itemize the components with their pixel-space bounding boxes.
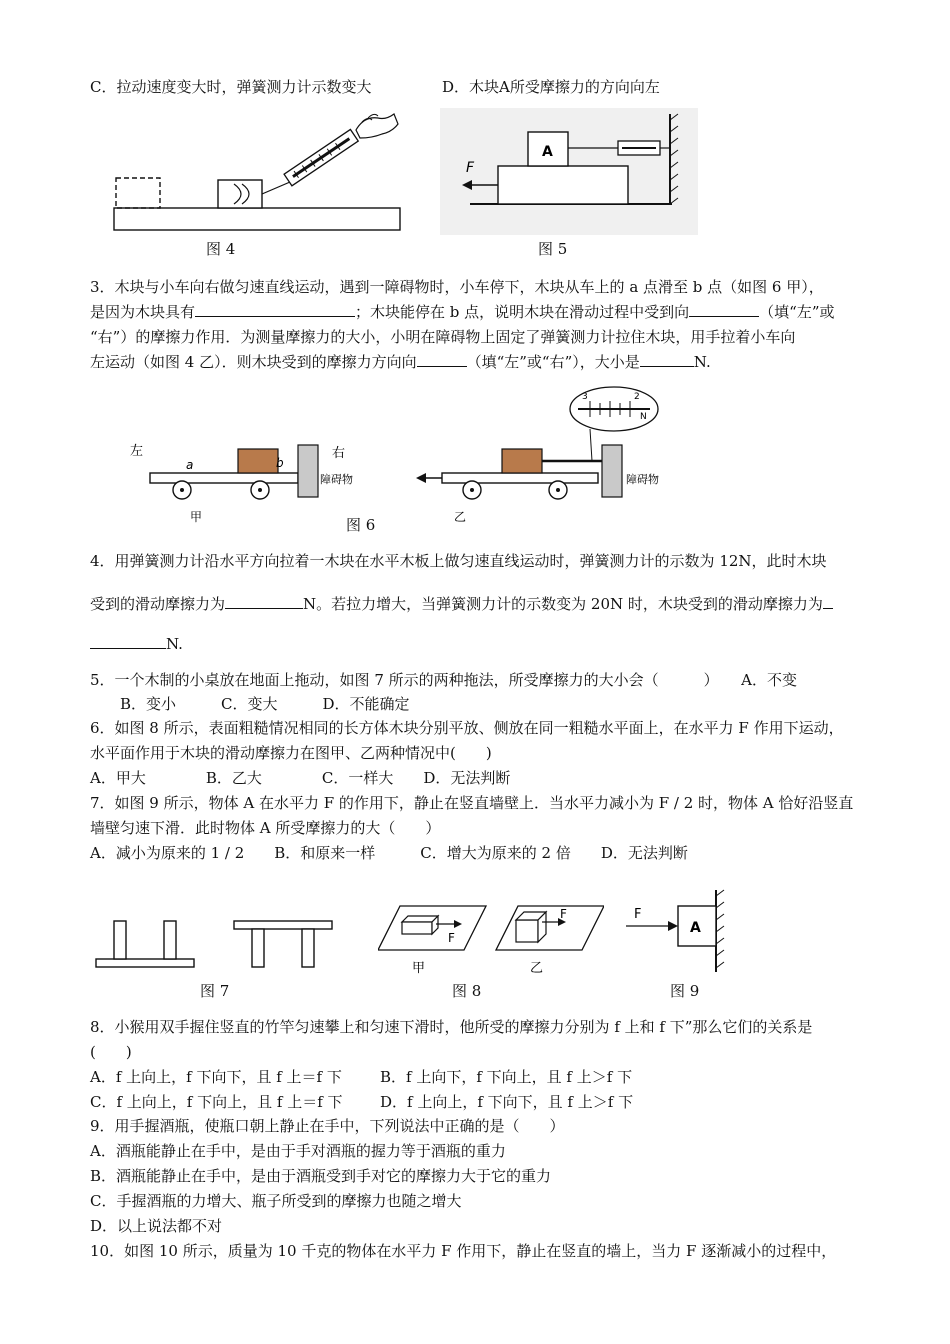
table-upright: [234, 921, 332, 929]
q9-option-a: A．酒瓶能静止在手中，是由于手对酒瓶的握力等于酒瓶的重力: [90, 1142, 506, 1160]
fig9-caption: 图 9: [670, 982, 700, 1000]
fig8-caption: 图 8: [452, 982, 482, 1000]
q4-blank-friction-2a[interactable]: [823, 594, 833, 609]
obstacle-jia: [298, 445, 318, 497]
q9-option-b: B．酒瓶能静止在手中，是由于酒瓶受到手对它的摩擦力大于它的重力: [90, 1167, 552, 1185]
label-yi-fig8: 乙: [530, 961, 544, 976]
q4-line1: 4．用弹簧测力计沿水平方向拉着一木块在水平木板上做匀速直线运动时，弹簧测力计的示数为 12N，此时木块: [90, 552, 827, 570]
block-flat: [402, 916, 438, 934]
figure-4: [110, 108, 410, 233]
figure-6: [120, 385, 680, 535]
plane-yi: [496, 906, 604, 950]
label-jia-fig8: 甲: [412, 961, 426, 976]
force-f-jia: F: [448, 931, 455, 945]
cart-yi: [442, 473, 598, 483]
q3-line1: 3．木块与小车向右做匀速直线运动，遇到一障碍物时，小车停下，木块从车上的 a 点滑至 b 点（如图 6 甲），: [90, 278, 824, 296]
q7-line1: 7．如图 9 所示，物体 A 在水平力 F 的作用下，静止在竖直墙壁上．当水平力减小为 F / 2 时，物体 A 恰好沿竖直: [90, 794, 854, 812]
block: [218, 180, 262, 208]
object-a-label: A: [690, 920, 701, 936]
label-jia: 甲: [190, 510, 203, 524]
q3-blank-inertia[interactable]: [195, 302, 355, 317]
fig7-caption: 图 7: [200, 982, 230, 1000]
fig4-caption: 图 4: [206, 240, 236, 258]
spring-scale: [284, 129, 358, 185]
q8-option-b: B．f 上向下，f 下向上，且 f 上＞f 下: [380, 1068, 633, 1086]
q4-blank-friction-1[interactable]: [225, 594, 303, 609]
scale-number-2: 2: [634, 392, 640, 402]
cart-jia: [150, 473, 298, 483]
obstacle-yi: [602, 445, 622, 497]
q8-option-a: A．f 上向上，f 下向下，且 f 上＝f 下: [90, 1068, 342, 1086]
option-d-line: [442, 77, 660, 97]
lower-board: [498, 166, 628, 204]
q4-blank-friction-2b[interactable]: [90, 634, 166, 649]
q8-option-d: D．f 上向上，f 下向下，且 f 上＞f 下: [380, 1093, 634, 1111]
q9-option-d: D．以上说法都不对: [90, 1217, 223, 1235]
figure-9: [624, 888, 734, 974]
label-right: 右: [332, 446, 346, 461]
figure-5: [440, 108, 698, 235]
board: [114, 208, 400, 230]
block-side: [516, 912, 546, 942]
hand: [356, 114, 398, 138]
q6-line3: A．甲大 B．乙大 C．一样大 D．无法判断: [90, 769, 511, 787]
q3-line2: 是因为木块具有 ；木块能停在 b 点，说明木块在滑动过程中受到向 （填“左”或: [90, 303, 835, 321]
q8-line2: ( ): [90, 1043, 132, 1061]
table-upside: [96, 959, 194, 967]
q9-line1: 9．用手握酒瓶，使瓶口朝上静止在手中，下列说法中正确的是（ ）: [90, 1117, 565, 1135]
wood-block-jia: [238, 449, 278, 473]
q7-line3: A．减小为原来的 1 / 2 B．和原来一样 C．增大为原来的 2 倍 D．无法判断: [90, 844, 688, 862]
scale-unit-n: N: [640, 412, 647, 422]
wood-block-yi: [502, 449, 542, 473]
q3-blank-friction-dir[interactable]: [417, 352, 467, 367]
option-d: D．木块A所受摩擦力的方向向左: [442, 78, 660, 96]
block-a-label: A: [542, 144, 553, 160]
dashed-block: [116, 178, 160, 208]
figure-7: [90, 895, 340, 975]
q9-option-c: C．手握酒瓶的力增大、瓶子所受到的摩擦力也随之增大: [90, 1192, 462, 1210]
point-a: a: [186, 458, 194, 472]
fig6-caption: 图 6: [346, 516, 376, 534]
figure-8: [378, 900, 604, 976]
point-b: b: [276, 456, 284, 470]
q3-blank-friction-size[interactable]: [640, 352, 694, 367]
q8-line1: 8．小猴用双手握住竖直的竹竿匀速攀上和匀速下滑时，他所受的摩擦力分别为 f 上和 f 下”那么它们的关系是: [90, 1018, 813, 1036]
q7-line2: 墙壁匀速下滑．此时物体 A 所受摩擦力的大（ ）: [90, 819, 441, 837]
q4-line2: 受到的滑动摩擦力为 N。若拉力增大，当弹簧测力计的示数变为 20N 时，木块受到的滑动摩擦力为: [90, 594, 833, 614]
q6-line2: 水平面作用于木块的滑动摩擦力在图甲、乙两种情况中( ): [90, 744, 492, 762]
q3-line4: 左运动（如图 4 乙）．则木块受到的摩擦力方向向 （填“左”或“右”），大小是 N.: [90, 353, 711, 371]
label-yi: 乙: [454, 510, 467, 524]
option-c-line: [90, 77, 371, 97]
obstacle-label-jia: 障碍物: [320, 473, 353, 486]
label-left: 左: [130, 444, 144, 459]
option-c: C．拉动速度变大时，弹簧测力计示数变大: [90, 78, 372, 96]
q3-blank-direction[interactable]: [689, 302, 759, 317]
q5-line1: 5．一个木制的小桌放在地面上拖动，如图 7 所示的两种拖法，所受摩擦力的大小会（ ） A．不变: [90, 671, 797, 689]
q6-line1: 6．如图 8 所示，表面粗糙情况相同的长方体木块分别平放、侧放在同一粗糙水平面上，在水平力 F 作用下运动，: [90, 719, 844, 737]
force-f-label: F: [466, 160, 475, 176]
q4-line3: N.: [90, 634, 183, 654]
q10-line1: 10．如图 10 所示，质量为 10 千克的物体在水平力 F 作用下，静止在竖直的墙上，当力 F 逐渐减小的过程中，: [90, 1242, 837, 1260]
q8-option-c: C．f 上向上，f 下向上，且 f 上＝f 下: [90, 1093, 343, 1111]
q5-line2: B．变小 C．变大 D．不能确定: [120, 695, 410, 713]
fig5-caption: 图 5: [538, 240, 568, 258]
force-f-yi: F: [560, 907, 567, 921]
force-f-fig9: F: [634, 907, 642, 922]
scale-number-3: 3: [582, 392, 588, 402]
q3-line3: “右”）的摩擦力作用．为测量摩擦力的大小，小明在障碍物上固定了弹簧测力计拉住木块，用手拉着小车向: [90, 328, 796, 346]
obstacle-label-yi: 障碍物: [626, 473, 659, 486]
